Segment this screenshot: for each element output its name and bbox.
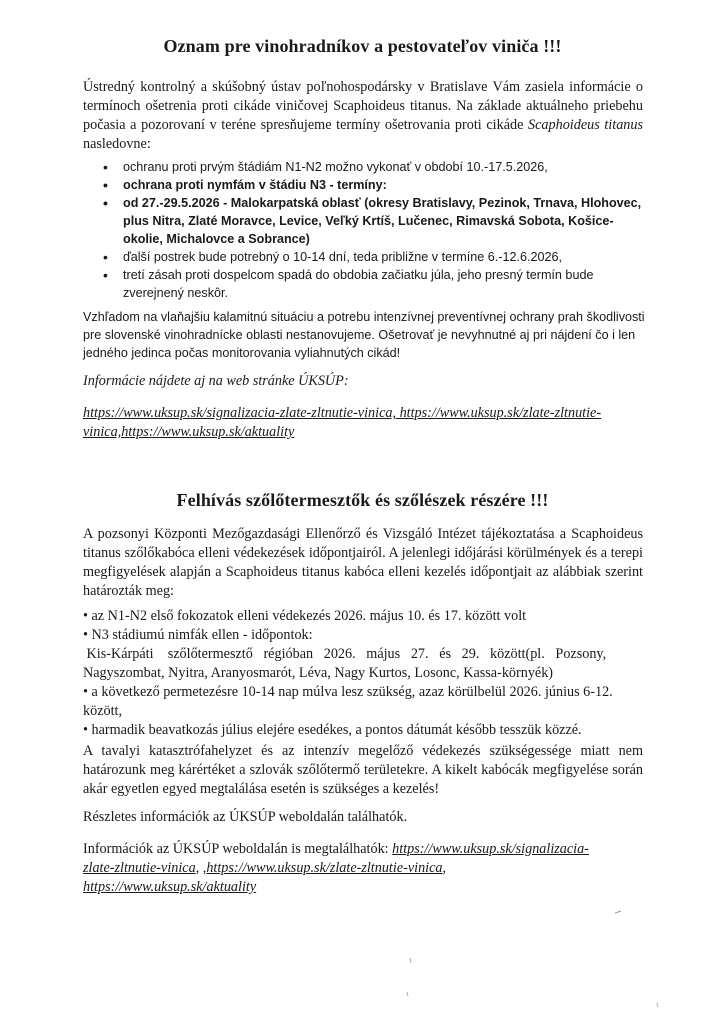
list-item: • ďalší postrek bude potrebný o 10-14 dní, teda približne v termíne 6.-12.6.2026, <box>83 248 643 266</box>
hu-line-3: Kis-Kárpáti szőlőtermesztő régióban 2026. május 27. és 29. között(pl. Pozsony, <box>83 646 607 662</box>
hu-intro: A pozsonyi Központi Mezőgazdasági Ellenőrző és Vizsgáló Intézet tájékoztatása a Scaphoideus titanus szőlőkabóca elleni védekezések időpontjairól. A jelenlegi időjárási körülmények és a terepi megfigyelések alapján a Scaphoideus titanus kabóca elleni kezelés időpontjait az alábbiak szerint határozták meg: <box>83 526 643 599</box>
sk-links-line2[interactable]: vinica,https://www.uksup.sk/aktuality <box>83 424 295 440</box>
hu-line-2: • N3 stádiumú nimfák ellen - időpontok: <box>83 627 313 643</box>
hu-link-zlate[interactable]: https://www.uksup.sk/zlate-zltnutie-vinica <box>206 860 443 876</box>
hu-line-6: között, <box>83 703 123 719</box>
hu-line-1: • az N1-N2 első fokozatok elleni védekezés 2026. május 10. és 17. között volt <box>83 608 527 624</box>
hu-line-5: • a következő permetezésre 10-14 nap múlva lesz szükség, azaz körülbelül 2026. június 6-12. <box>83 684 613 700</box>
hu-title: Felhívás szőlőtermesztők és szőlészek részére !!! <box>176 490 549 510</box>
list-item: • tretí zásah proti dospelcom spadá do obdobia začiatku júla, jeho presný termín bude zverejnený neskôr. <box>83 266 643 302</box>
list-item: • od 27.-29.5.2026 - Malokarpatská oblasť (okresy Bratislavy, Pezinok, Trnava, Hlohovec, plus Nitra, Zlaté Moravce, Levice, Veľký Krtíš, Lučenec, Rimavská Sobota, Košice-okolie, Michalovce a Sobrance) <box>83 194 643 248</box>
hu-line-4: Nagyszombat, Nyitra, Aranyosmarót, Léva, Nagy Kurtos, Losonc, Kassa-környék) <box>83 665 554 681</box>
sk-intro-end: nasledovne: <box>83 136 151 152</box>
hu-line-7: • harmadik beavatkozás július elejére esedékes, a pontos dátumát később tesszük közzé. <box>83 722 582 738</box>
hu-link-signalizacia-cont[interactable]: zlate-zltnutie-vinica <box>83 860 196 876</box>
sk-intro-species: Scaphoideus titanus <box>528 117 643 133</box>
hu-link-comma: , <box>442 860 447 876</box>
hu-info-label: Információk az ÚKSÚP weboldalán is megtalálhatók: <box>83 841 393 857</box>
sk-info-label: Informácie nájdete aj na web stránke ÚKSÚP: <box>83 373 349 389</box>
sk-title: Oznam pre vinohradníkov a pestovateľov viniča !!! <box>163 36 562 56</box>
list-item: • ochranu proti prvým štádiám N1-N2 možno vykonať v období 10.-17.5.2026, <box>83 158 643 176</box>
hu-link-signalizacia[interactable]: https://www.uksup.sk/signalizacia- <box>392 841 589 857</box>
hu-warning: A tavalyi katasztrófahelyzet és az intenzív megelőző védekezés szükségessége miatt nem határozunk meg kárértéket a szlovák szőlőtermő területekre. A kikelt kabócák megfigyelése során akár egyetlen egyed megtalálása esetén is szükséges a kezelés! <box>83 743 643 797</box>
sk-intro-text: Ústredný kontrolný a skúšobný ústav poľnohospodársky v Bratislave Vám zasiela informácie o termínoch ošetrenia proti cikáde viničovej Scaphoideus titanus. Na základe aktuálneho priebehu počasia a pozorovaní v teréne spresňujeme termíny ošetrovania proti cikáde <box>83 79 643 133</box>
hu-details: Részletes információk az ÚKSÚP weboldalán találhatók. <box>83 809 408 825</box>
hu-link-separator: , , <box>195 860 207 876</box>
list-item: • ochrana proti nymfám v štádiu N3 - termíny: <box>83 176 643 194</box>
sk-warning: Vzhľadom na vlaňajšiu kalamitnú situáciu a potrebu intenzívnej preventívnej ochrany prah škodlivosti pre slovenské vinohradnícke oblasti nestanovujeme. Ošetrovať je nevyhnutné aj pri nájdení čo i len jedného jedinca počas monitorovania vyliahnutých cikád! <box>83 310 645 360</box>
hu-link-aktuality[interactable]: https://www.uksup.sk/aktuality <box>83 879 257 895</box>
sk-links-line1[interactable]: https://www.uksup.sk/signalizacia-zlate-zltnutie-vinica, https://www.uksup.sk/zlate-zltnutie- <box>83 405 602 421</box>
